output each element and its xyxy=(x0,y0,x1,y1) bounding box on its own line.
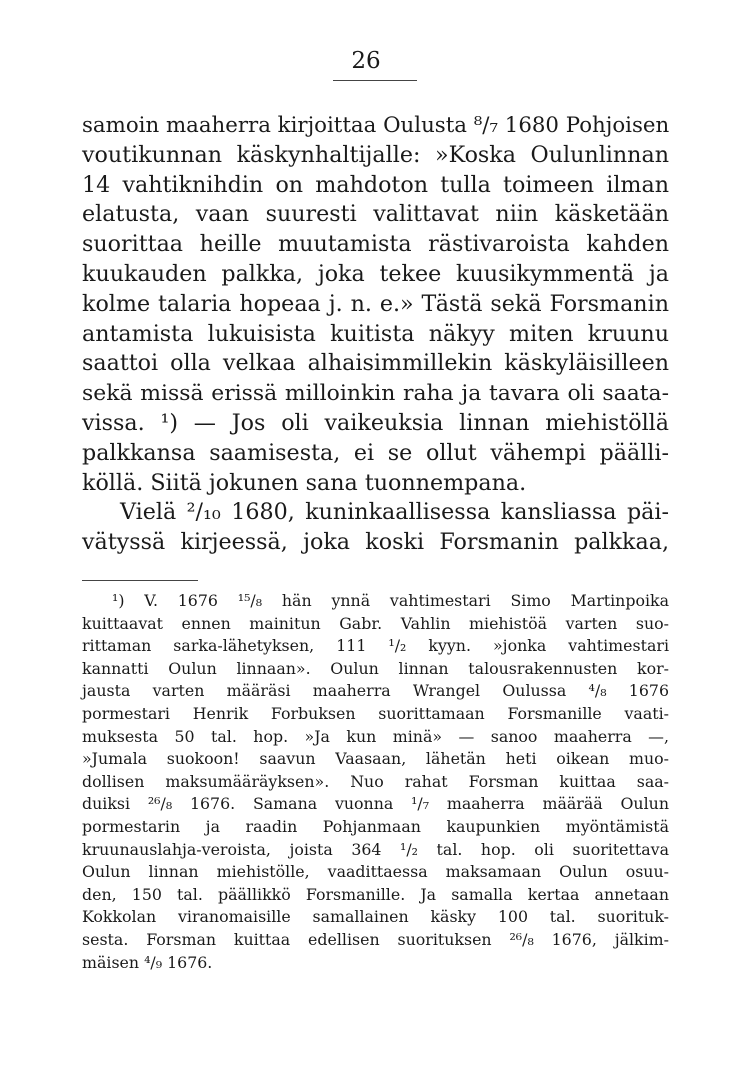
footnote-rule xyxy=(82,580,198,581)
body-line: Vielä ²/₁₀ 1680, kuninkaallisessa kansliassa päi- xyxy=(120,499,669,526)
body-line: elatusta, vaan suuresti valittavat niin käsketään xyxy=(82,201,669,228)
footnote-line: pormestarin ja raadin Pohjanmaan kaupunkien myöntämistä xyxy=(82,816,669,836)
body-line: suorittaa heille muutamista rästivaroista kahden xyxy=(82,231,669,258)
page-number: 26 xyxy=(351,48,381,74)
footnote xyxy=(82,590,669,974)
footnote-line: ¹) V. 1676 ¹⁵/₈ hän ynnä vahtimestari Simo Martinpoika xyxy=(112,591,669,610)
body-line: voutikunnan käskynhaltijalle: »Koska Oulunlinnan xyxy=(82,141,669,168)
footnote-line: pormestari Henrik Forbuksen suorittamaan Forsmanille vaati- xyxy=(82,703,669,723)
body-line: antamista lukuisista kuitista näkyy miten kruunu xyxy=(82,320,669,347)
footnote-line: muksesta 50 tal. hop. »Ja kun minä» — sanoo maaherra —, xyxy=(82,726,669,746)
body-line: kolme talaria hopeaa j. n. e.» Tästä sekä Forsmanin xyxy=(82,290,669,317)
footnote-line: »Jumala suokoon! saavun Vaasaan, lähetän heti oikean muo- xyxy=(82,749,669,769)
body-line: 14 vahtiknihdin on mahdoton tulla toimeen ilman xyxy=(82,171,669,198)
body-line: saattoi olla velkaa alhaisimmillekin käskyläisilleen xyxy=(82,350,669,377)
footnote-line: jausta varten määräsi maaherra Wrangel Oulussa ⁴/₈ 1676 xyxy=(82,681,669,701)
body-text xyxy=(82,111,669,558)
footnote-line: kuittaavat ennen mainitun Gabr. Vahlin miehistöä varten suo- xyxy=(82,613,669,633)
page-number-rule xyxy=(333,80,417,81)
body-line: palkkansa saamisesta, ei se ollut vähempi päälli- xyxy=(82,439,669,466)
footnote-line: den, 150 tal. päällikkö Forsmanille. Ja samalla kertaa annetaan xyxy=(82,884,669,904)
footnote-line: kannatti Oulun linnaan». Oulun linnan talousrakennusten kor- xyxy=(82,658,669,678)
footnote-line: rittaman sarka-lähetyksen, 111 ¹/₂ kyyn. »jonka vahtimestari xyxy=(82,636,669,656)
body-line: vissa. ¹) — Jos oli vaikeuksia linnan miehistöllä xyxy=(82,409,669,436)
body-line: vätyssä kirjeessä, joka koski Forsmanin palkkaa, xyxy=(82,529,669,556)
footnote-line: dollisen maksumääräyksen». Nuo rahat Forsman kuittaa saa- xyxy=(82,771,669,791)
body-line: samoin maaherra kirjoittaa Oulusta ⁸/₇ 1680 Pohjoisen xyxy=(82,113,670,138)
body-line: kuukauden palkka, joka tekee kuusikymmentä ja xyxy=(82,260,669,287)
body-line: sekä missä erissä milloinkin raha ja tavara oli saata- xyxy=(82,381,669,407)
footnote-line: Kokkolan viranomaisille samallainen käsky 100 tal. suorituk- xyxy=(82,907,669,927)
footnote-line: mäisen ⁴/₉ 1676. xyxy=(82,952,213,972)
footnote-line: duiksi ²⁶/₈ 1676. Samana vuonna ¹/₇ maaherra määrää Oulun xyxy=(82,794,669,814)
footnote-line: kruunauslahja-veroista, joista 364 ¹/₂ tal. hop. oli suoritettava xyxy=(82,839,669,859)
footnote-line: sesta. Forsman kuittaa edellisen suorituksen ²⁶/₈ 1676, jälkim- xyxy=(82,929,669,949)
body-line: köllä. Siitä jokunen sana tuonnempana. xyxy=(82,469,527,496)
footnote-line: Oulun linnan miehistölle, vaadittaessa maksamaan Oulun osuu- xyxy=(82,862,669,882)
